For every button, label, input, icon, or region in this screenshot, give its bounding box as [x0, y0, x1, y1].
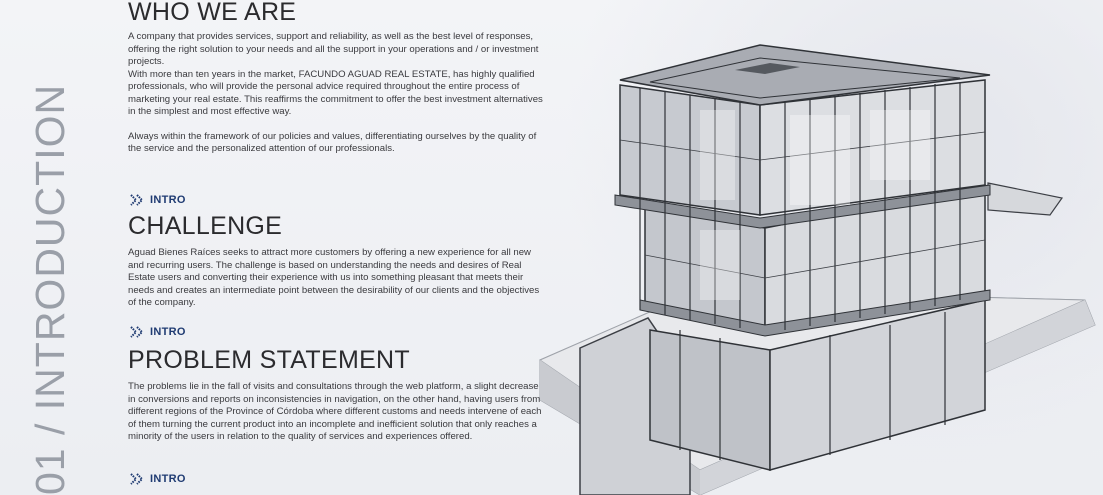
section-challenge	[128, 212, 548, 310]
intro-tag	[130, 193, 186, 207]
intro-tag-label: INTRO	[150, 194, 186, 206]
section-who-we-are	[128, 0, 548, 156]
paragraph: The problems lie in the fall of visits and consultations through the web platform, a slight decrease in conversions and reports on inconsistencies in navigation, on the other hand, having users from different regions of the Province of Córdoba where different customs and needs intervene of each of them turning the current product into an incomplete and inefficient solution that only reaches a minority of the users in relation to the quality of services and experiences offered.	[128, 381, 542, 442]
double-chevron-right-icon	[130, 326, 144, 338]
section-problem-statement	[128, 346, 548, 444]
double-chevron-right-icon	[130, 194, 144, 206]
paragraph: Aguad Bienes Raíces seeks to attract more customers by offering a new experience for all new and recurring users. The challenge is based on understanding the needs and desires of Real Estate users and converting their experience with us into something pleasant that meets their needs and creates an intermediate point between the desirability of our clients and the objectives of the company.	[128, 247, 540, 308]
intro-tag	[130, 472, 186, 486]
intro-tag-label: INTRO	[150, 473, 186, 485]
paragraph: A company that provides services, support and reliability, as well as the best level of responses, offering the right solution to your needs and all the support in your operations and / or investment projects.	[128, 31, 539, 67]
building-illustration	[535, 0, 1103, 495]
section-title: WHO WE ARE	[128, 0, 297, 26]
double-chevron-right-icon	[130, 473, 144, 485]
paragraph: With more than ten years in the market, FACUNDO AGUAD REAL ESTATE, has highly qualified professionals, who will provide the personal advice required throughout the entire process of marketing your real estate. This reaffirms the commitment to offer the best investment alternatives in the simplest and most effective way.	[128, 68, 543, 117]
paragraph: Always within the framework of our policies and values, differentiating ourselves by the quality of the service and the personalized attention of our professionals.	[128, 130, 537, 154]
section-title: PROBLEM STATEMENT	[128, 346, 410, 374]
section-title: CHALLENGE	[128, 212, 283, 240]
side-title: 01 / INTRODUCTION	[27, 83, 73, 495]
intro-tag-label: INTRO	[150, 326, 186, 338]
intro-tag	[130, 325, 186, 339]
